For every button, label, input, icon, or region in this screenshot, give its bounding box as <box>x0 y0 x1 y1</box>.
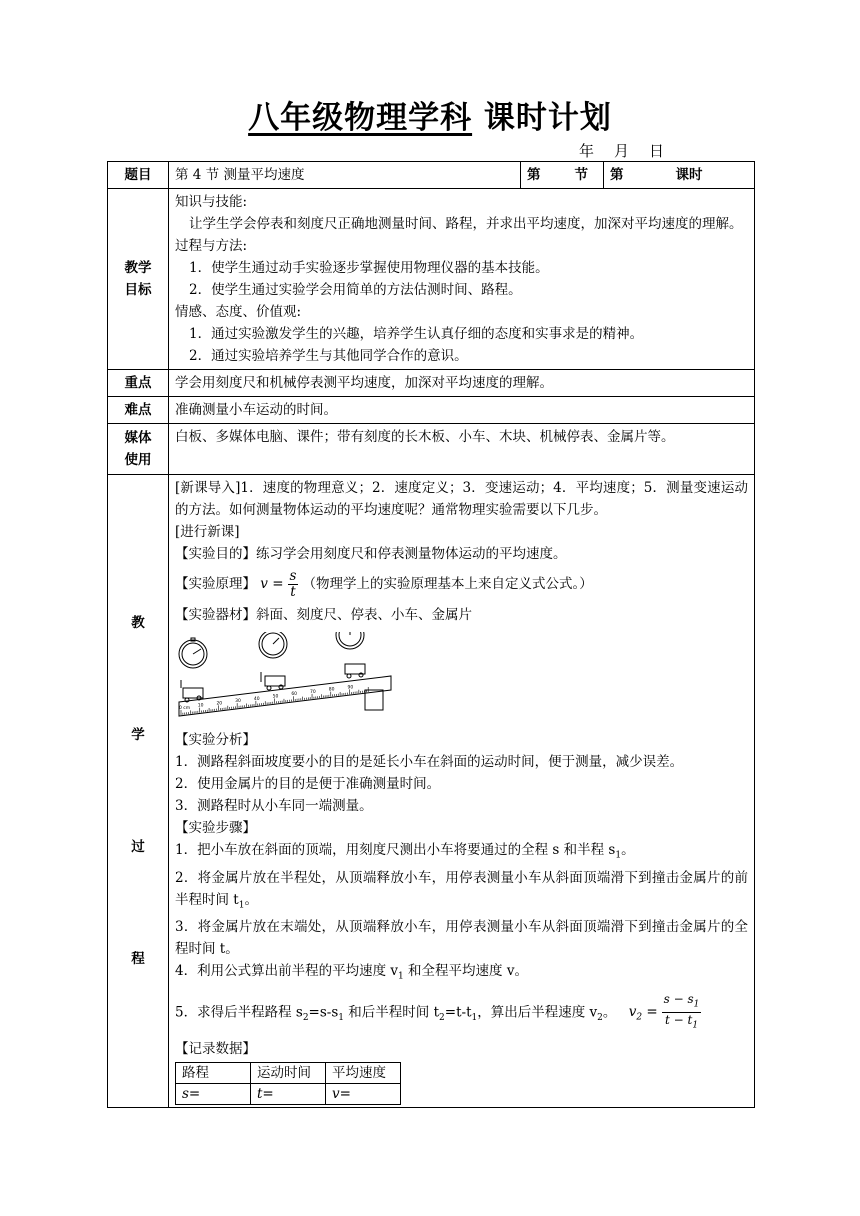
record-h-distance: 路程 <box>176 1062 251 1083</box>
step-4-end: 和全程平均速度 v。 <box>403 963 528 980</box>
goals-content <box>169 189 755 370</box>
step-5-b: =s-s <box>308 1004 339 1021</box>
formula-v2: $v_2$ = <box>628 1004 658 1024</box>
label-key-point: 重点 <box>108 370 169 397</box>
formula-v2-lhs: v <box>628 1004 637 1021</box>
step-5-c: 和后半程时间 t <box>344 1004 440 1021</box>
principle-tag: 【实验原理】 <box>175 576 256 592</box>
row-media <box>108 424 755 475</box>
period-b: 课时 <box>675 167 703 183</box>
step-2 <box>175 867 748 917</box>
title-plan: 课时计划 <box>483 100 612 136</box>
label-media <box>108 424 169 475</box>
step-4-sub: 1 <box>398 972 404 983</box>
ruler-label: 20 <box>216 701 223 707</box>
goals-p2-1: 1．使学生通过动手实验逐步掌握使用物理仪器的基本技能。 <box>189 260 549 276</box>
ruler-label: 70 <box>310 689 316 695</box>
formula-fraction <box>288 569 299 600</box>
row-difficulty <box>108 397 755 424</box>
process-content <box>169 475 755 1108</box>
record-header-row <box>176 1062 401 1083</box>
row-goals <box>108 189 755 370</box>
media-value: 白板、多媒体电脑、课件；带有刻度的长木板、小车、木块、机械停表、金属片等。 <box>169 424 755 475</box>
formula-v2-den <box>665 1013 698 1033</box>
ruler-label: 80 <box>328 687 335 693</box>
goals-p3-2: 2．通过实验培养学生与其他同学合作的意识。 <box>189 348 468 364</box>
label-difficulty: 难点 <box>108 397 169 424</box>
record-h-time: 运动时间 <box>251 1062 326 1083</box>
ruler-label: 60 <box>291 692 298 698</box>
step-5-sub-b: 1 <box>338 1013 345 1024</box>
step-1 <box>175 839 748 867</box>
label-topic: 题目 <box>108 162 169 189</box>
section-b: 节 <box>574 167 588 183</box>
date-line <box>579 140 684 161</box>
section-cell <box>521 162 604 189</box>
step-3: 3．将金属片放在末端处，从顶端释放小车，用停表测量小车从斜面顶端滑下到撞击金属片的全程时间 t。 <box>175 919 748 958</box>
step-5-e: ，算出后半程速度 v <box>477 1004 598 1021</box>
step-5-f: 。 <box>602 1004 617 1021</box>
section-a: 第 <box>527 167 541 183</box>
experiment-figure <box>175 632 405 720</box>
stopwatch-1-icon <box>179 638 207 668</box>
step-5-d: =t-t <box>444 1004 472 1021</box>
formula-v2-num <box>662 992 702 1013</box>
media-label-text: 媒体使用 <box>124 430 152 468</box>
equipment-line <box>175 604 748 626</box>
formula-v2-num-text: s − s <box>663 992 694 1007</box>
formula-lhs: v = <box>260 576 284 592</box>
step-4 <box>175 960 748 988</box>
step-5-sub-a: 2 <box>302 1013 309 1024</box>
step-1-text: 1．把小车放在斜面的顶端，用刻度尺测出小车将要通过的全程 s 和半程 s <box>175 842 616 858</box>
formula-v2-num-sub: 1 <box>693 999 700 1010</box>
lesson-plan-table <box>107 161 755 1108</box>
title-subject: 八年级物理学科 <box>248 100 473 136</box>
formula-v2-den-sub: 1 <box>692 1020 699 1031</box>
step-5-sub-e: 2 <box>597 1013 603 1024</box>
step-4-text: 4．利用公式算出前半程的平均速度 v <box>175 963 399 980</box>
date-year: 年 <box>579 142 595 160</box>
row-key-point <box>108 370 755 397</box>
goals-label-text: 教学目标 <box>124 260 152 298</box>
steps-tag: 【实验步骤】 <box>175 820 256 836</box>
step-5 <box>175 992 748 1034</box>
purpose-line <box>175 543 748 565</box>
stopwatch-2-icon <box>259 632 287 658</box>
intro-text: [新课导入]1．速度的物理意义；2．速度定义；3．变速运动；4．平均速度；5．测量变速运动的方法。如何测量物体运动的平均速度呢？通常物理实验需要以下几步。 <box>175 480 748 518</box>
date-month: 月 <box>614 142 630 160</box>
cart-1-icon <box>181 680 203 702</box>
ruler-label: 10 <box>197 703 204 709</box>
goals-h1: 知识与技能: <box>175 194 248 210</box>
ruler-label: 30 <box>235 699 241 705</box>
formula-v2-sub: 2 <box>636 1013 643 1024</box>
goals-p1: 让学生学会停表和刻度尺正确地测量时间、路程，并求出平均速度，加深对平均速度的理解。 <box>189 216 743 232</box>
row-topic <box>108 162 755 189</box>
label-process <box>108 475 169 1108</box>
ruler-label: 40 <box>253 696 260 702</box>
record-value-row <box>176 1083 401 1104</box>
equipment-text: 斜面、刻度尺、停表、小车、金属片 <box>256 607 472 623</box>
goals-h2: 过程与方法: <box>175 238 248 254</box>
record-table <box>175 1062 401 1105</box>
cart-2-icon <box>261 672 285 690</box>
step-1-end: 。 <box>621 842 635 858</box>
step-2-sub: 1 <box>238 900 245 911</box>
period-a: 第 <box>610 167 624 183</box>
analysis-tag: 【实验分析】 <box>175 732 256 748</box>
analysis-2: 2．使用金属片的目的是便于准确测量时间。 <box>175 776 441 792</box>
analysis-3: 3．测路程时从小车同一端测量。 <box>175 798 373 814</box>
principle-note: （物理学上的实验原理基本上来自定义式公式。） <box>302 576 593 592</box>
equipment-tag: 【实验器材】 <box>175 607 256 623</box>
step-5-a: 5．求得后半程路程 s <box>175 1004 303 1021</box>
date-day: 日 <box>649 142 665 160</box>
cart-3-icon <box>345 664 365 678</box>
principle-line <box>175 569 748 600</box>
row-process <box>108 475 755 1108</box>
ruler-label: 50 <box>272 694 279 700</box>
step-5-sub-c: 2 <box>439 1013 445 1024</box>
formula-num: s <box>289 568 297 584</box>
period-cell <box>604 162 755 189</box>
goals-p3-1: 1．通过实验激发学生的兴趣，培养学生认真仔细的态度和实事求是的精神。 <box>189 326 644 342</box>
record-h-speed: 平均速度 <box>326 1062 401 1083</box>
page-title <box>0 92 860 137</box>
record-speed: v= <box>326 1083 401 1104</box>
analysis-1: 1．测路程斜面坡度要小的目的是延长小车在斜面的运动时间，便于测量，减少误差。 <box>175 754 684 770</box>
ruler-label: 90 <box>347 685 354 691</box>
formula-v2-den-text: t − t <box>665 1013 693 1028</box>
step-2-end: 。 <box>244 891 258 908</box>
stopwatch-3-icon <box>336 632 364 649</box>
formula-den: t <box>290 584 296 600</box>
step-1-sub: 1 <box>615 850 622 861</box>
step-2-text: 2．将金属片放在半程处，从顶端释放小车，用停表测量小车从斜面顶端滑下到撞击金属片的前半程时间 t <box>175 869 748 908</box>
process-label-text: 教学过程 <box>131 614 145 967</box>
difficulty-value: 准确测量小车运动的时间。 <box>169 397 755 424</box>
label-goals <box>108 189 169 370</box>
goals-p2-2: 2．使学生通过实验学会用简单的方法估测时间、路程。 <box>189 282 522 298</box>
record-tag: 【记录数据】 <box>175 1040 256 1057</box>
purpose-text: 练习学会用刻度尺和停表测量物体运动的平均速度。 <box>256 546 567 562</box>
topic-value: 第 4 节 测量平均速度 <box>169 162 521 189</box>
purpose-tag: 【实验目的】 <box>175 546 256 562</box>
step-5-sub-d: 1 <box>471 1013 478 1024</box>
ruler-label: 0 cm <box>179 706 191 711</box>
formula-v2-fraction <box>662 992 702 1034</box>
key-point-value: 学会用刻度尺和机械停表测平均速度，加深对平均速度的理解。 <box>169 370 755 397</box>
record-time: t= <box>251 1083 326 1104</box>
record-distance: s= <box>176 1083 251 1104</box>
new-lesson-tag: [进行新课] <box>175 524 240 540</box>
goals-h3: 情感、态度、价值观: <box>175 304 302 320</box>
